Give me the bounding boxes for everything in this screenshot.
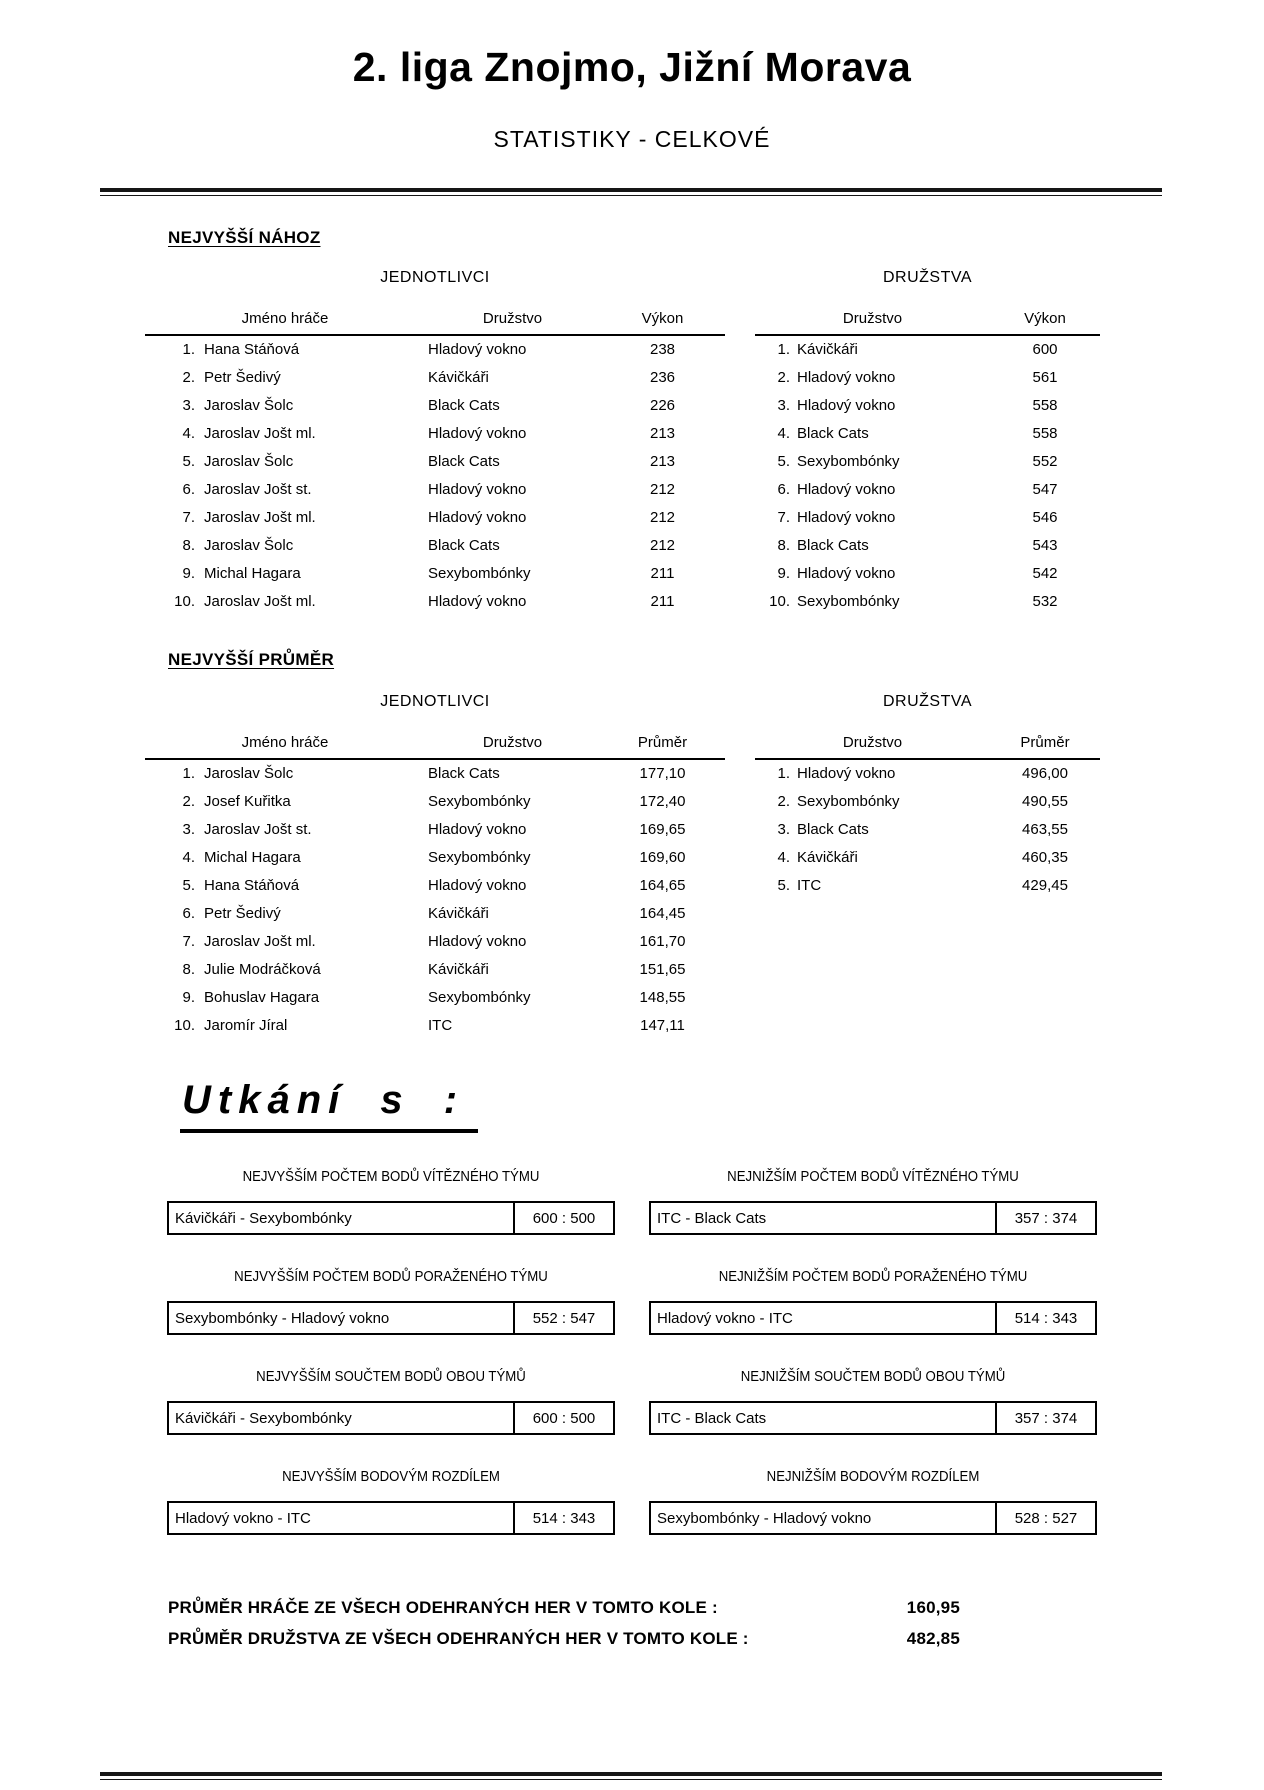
match-record — [167, 1260, 615, 1360]
match-category-label: NEJVYŠŠÍM BODOVÝM ROZDÍLEM — [282, 1468, 500, 1485]
column-header-team: Družstvo — [482, 734, 543, 751]
table-row — [755, 788, 1100, 816]
value-cell: 212 — [649, 537, 676, 554]
team-cell: Hladový vokno — [428, 481, 527, 498]
value-cell: 460,35 — [1022, 849, 1068, 866]
value-cell: 172,40 — [639, 793, 686, 810]
rank-cell: 8. — [777, 537, 790, 554]
column-header-team: Družstvo — [842, 310, 903, 327]
table-row — [755, 816, 1100, 844]
value-cell: 212 — [649, 481, 676, 498]
rank-cell: 5. — [182, 877, 195, 894]
team-cell: Hladový vokno — [428, 821, 527, 838]
table-row — [755, 420, 1100, 448]
value-cell: 164,65 — [639, 877, 686, 894]
match-category-label: NEJVYŠŠÍM POČTEM BODŮ VÍTĚZNÉHO TÝMU — [242, 1168, 540, 1185]
value-cell: 238 — [649, 341, 676, 358]
team-cell: ITC — [428, 1017, 453, 1034]
match-boxes-grid — [167, 1160, 1097, 1560]
team-cell: Black Cats — [428, 453, 500, 470]
value-cell: 226 — [649, 397, 676, 414]
column-header-value: Průměr — [1020, 734, 1070, 751]
rank-cell: 4. — [777, 849, 790, 866]
table-nahoz-teams — [755, 268, 1100, 616]
table-row — [755, 476, 1100, 504]
table-row — [145, 420, 725, 448]
column-header-team: Družstvo — [482, 310, 543, 327]
rank-cell: 2. — [182, 793, 195, 810]
table-row — [755, 532, 1100, 560]
player-name-cell: Bohuslav Hagara — [204, 989, 320, 1006]
team-cell: Kávičkáři — [428, 961, 489, 978]
section-heading-nejvyssi-prumer: NEJVYŠŠÍ PRŮMĚR — [168, 650, 335, 669]
rank-cell: 5. — [182, 453, 195, 470]
team-cell: Hladový vokno — [797, 765, 896, 782]
player-name-cell: Jaroslav Šolc — [204, 397, 294, 414]
summary-label: PRŮMĚR HRÁČE ZE VŠECH ODEHRANÝCH HER V TOMTO KOLE : — [168, 1598, 718, 1617]
summary-row — [168, 1623, 960, 1654]
column-header-name: Jméno hráče — [241, 310, 329, 327]
value-cell: 542 — [1032, 565, 1058, 582]
match-category-label: NEJNIŽŠÍM POČTEM BODŮ VÍTĚZNÉHO TÝMU — [727, 1168, 1019, 1185]
team-cell: Sexybombónky — [428, 989, 531, 1006]
table-title: JEDNOTLIVCI — [380, 269, 490, 286]
rank-cell: 7. — [182, 509, 195, 526]
match-teams: Sexybombónky - Hladový vokno — [657, 1509, 872, 1527]
team-cell: Hladový vokno — [428, 341, 527, 358]
value-cell: 490,55 — [1022, 793, 1068, 810]
rank-cell: 9. — [777, 565, 790, 582]
value-cell: 213 — [649, 425, 676, 442]
rank-cell: 2. — [182, 369, 195, 386]
match-box — [649, 1201, 1097, 1235]
match-teams: Sexybombónky - Hladový vokno — [175, 1309, 390, 1327]
value-cell: 552 — [1032, 453, 1058, 470]
rank-cell: 2. — [777, 793, 790, 810]
match-score: 600 : 500 — [513, 1203, 613, 1233]
player-name-cell: Michal Hagara — [204, 849, 301, 866]
table-row — [145, 532, 725, 560]
team-cell: Kávičkáři — [428, 369, 489, 386]
rank-cell: 8. — [182, 961, 195, 978]
rank-cell: 9. — [182, 565, 195, 582]
table-prumer-teams — [755, 692, 1100, 900]
team-cell: Hladový vokno — [428, 933, 527, 950]
rank-cell: 7. — [182, 933, 195, 950]
rank-cell: 6. — [777, 481, 790, 498]
value-cell: 169,65 — [639, 821, 686, 838]
value-cell: 164,45 — [639, 905, 686, 922]
table-title: DRUŽSTVA — [882, 269, 973, 286]
match-box — [167, 1401, 615, 1435]
value-cell: 561 — [1032, 369, 1058, 386]
value-cell: 151,65 — [639, 961, 686, 978]
team-cell: Black Cats — [797, 425, 869, 442]
table-row — [755, 588, 1100, 616]
player-name-cell: Petr Šedivý — [204, 369, 281, 386]
value-cell: 169,60 — [639, 849, 686, 866]
rank-cell: 6. — [182, 481, 195, 498]
player-name-cell: Jaroslav Šolc — [204, 537, 294, 554]
table-row — [145, 816, 725, 844]
match-category-label: NEJVYŠŠÍM SOUČTEM BODŮ OBOU TÝMŮ — [256, 1368, 526, 1385]
player-name-cell: Jaroslav Jošt ml. — [204, 593, 316, 610]
header-divider — [100, 188, 1162, 196]
team-cell: Hladový vokno — [797, 481, 896, 498]
summary-value: 482,85 — [906, 1629, 960, 1648]
table-title: DRUŽSTVA — [882, 693, 973, 710]
value-cell: 463,55 — [1022, 821, 1068, 838]
team-cell: Black Cats — [797, 821, 869, 838]
rank-cell: 3. — [182, 821, 195, 838]
match-record — [649, 1260, 1097, 1360]
table-row — [145, 760, 725, 788]
value-cell: 211 — [650, 593, 675, 610]
player-name-cell: Jaroslav Jošt ml. — [204, 509, 316, 526]
value-cell: 547 — [1032, 481, 1058, 498]
value-cell: 429,45 — [1022, 877, 1068, 894]
value-cell: 532 — [1032, 593, 1058, 610]
team-cell: Hladový vokno — [428, 425, 527, 442]
team-cell: Hladový vokno — [428, 509, 527, 526]
team-cell: ITC — [797, 877, 822, 894]
rank-cell: 1. — [777, 341, 790, 358]
table-row — [755, 392, 1100, 420]
team-cell: Black Cats — [428, 537, 500, 554]
match-box — [167, 1201, 615, 1235]
match-record — [167, 1360, 615, 1460]
table-row — [755, 844, 1100, 872]
rank-cell: 10. — [769, 593, 790, 610]
player-name-cell: Jaroslav Jošt ml. — [204, 425, 316, 442]
match-teams: ITC - Black Cats — [657, 1409, 767, 1427]
rank-cell: 2. — [777, 369, 790, 386]
rank-cell: 7. — [777, 509, 790, 526]
summary-label: PRŮMĚR DRUŽSTVA ZE VŠECH ODEHRANÝCH HER V TOMTO KOLE : — [168, 1629, 749, 1648]
table-row — [145, 364, 725, 392]
rank-cell: 8. — [182, 537, 195, 554]
player-name-cell: Jaroslav Šolc — [204, 453, 294, 470]
player-name-cell: Michal Hagara — [204, 565, 301, 582]
table-row — [145, 392, 725, 420]
match-score: 514 : 343 — [513, 1503, 613, 1533]
match-record — [167, 1160, 615, 1260]
rank-cell: 5. — [777, 453, 790, 470]
value-cell: 236 — [649, 369, 676, 386]
player-name-cell: Julie Modráčková — [204, 961, 321, 978]
section-heading-utkani: Utkání s : — [180, 1078, 478, 1133]
value-cell: 177,10 — [639, 765, 686, 782]
table-nahoz-individuals — [145, 268, 725, 616]
match-category-label: NEJNIŽŠÍM POČTEM BODŮ PORAŽENÉHO TÝMU — [718, 1268, 1028, 1285]
value-cell: 161,70 — [639, 933, 686, 950]
rank-cell: 9. — [182, 989, 195, 1006]
value-cell: 212 — [649, 509, 676, 526]
column-header-value: Výkon — [641, 310, 684, 327]
table-row — [755, 560, 1100, 588]
table-row — [755, 760, 1100, 788]
table-row — [145, 448, 725, 476]
match-box — [649, 1401, 1097, 1435]
rank-cell: 1. — [182, 341, 195, 358]
match-box — [649, 1301, 1097, 1335]
table-row — [145, 900, 725, 928]
team-cell: Hladový vokno — [428, 877, 527, 894]
match-box — [167, 1301, 615, 1335]
table-row — [145, 872, 725, 900]
team-cell: Sexybombónky — [797, 793, 900, 810]
value-cell: 546 — [1032, 509, 1058, 526]
match-score: 357 : 374 — [995, 1203, 1095, 1233]
team-cell: Sexybombónky — [797, 453, 900, 470]
team-cell: Sexybombónky — [428, 565, 531, 582]
rank-cell: 4. — [777, 425, 790, 442]
team-cell: Kávičkáři — [428, 905, 489, 922]
table-row — [145, 476, 725, 504]
match-record — [649, 1360, 1097, 1460]
footer-divider — [100, 1772, 1162, 1780]
table-row — [145, 984, 725, 1012]
table-row — [755, 448, 1100, 476]
value-cell: 211 — [650, 565, 675, 582]
rank-cell: 10. — [174, 593, 195, 610]
team-cell: Black Cats — [428, 397, 500, 414]
rank-cell: 5. — [777, 877, 790, 894]
table-row — [755, 504, 1100, 532]
rank-cell: 10. — [174, 1017, 195, 1034]
rank-cell: 1. — [777, 765, 790, 782]
match-score: 552 : 547 — [513, 1303, 613, 1333]
rank-cell: 6. — [182, 905, 195, 922]
value-cell: 148,55 — [639, 989, 686, 1006]
table-row — [755, 336, 1100, 364]
table-row — [145, 560, 725, 588]
team-cell: Hladový vokno — [797, 509, 896, 526]
value-cell: 558 — [1032, 397, 1058, 414]
table-row — [145, 956, 725, 984]
rank-cell: 3. — [182, 397, 195, 414]
summary-block — [168, 1592, 960, 1654]
match-teams: Hladový vokno - ITC — [657, 1309, 793, 1327]
table-row — [145, 504, 725, 532]
match-score: 357 : 374 — [995, 1403, 1095, 1433]
table-row — [755, 364, 1100, 392]
team-cell: Sexybombónky — [428, 849, 531, 866]
match-teams: Hladový vokno - ITC — [175, 1509, 311, 1527]
match-category-label: NEJVYŠŠÍM POČTEM BODŮ PORAŽENÉHO TÝMU — [234, 1268, 548, 1285]
value-cell: 543 — [1032, 537, 1058, 554]
team-cell: Hladový vokno — [797, 397, 896, 414]
column-header-name: Jméno hráče — [241, 734, 329, 751]
match-teams: Kávičkáři - Sexybombónky — [175, 1209, 352, 1227]
rank-cell: 4. — [182, 849, 195, 866]
match-record — [649, 1160, 1097, 1260]
player-name-cell: Jaroslav Jošt st. — [204, 481, 312, 498]
player-name-cell: Petr Šedivý — [204, 905, 281, 922]
value-cell: 600 — [1032, 341, 1058, 358]
match-teams: Kávičkáři - Sexybombónky — [175, 1409, 352, 1427]
player-name-cell: Jaromír Jíral — [204, 1017, 288, 1034]
team-cell: Sexybombónky — [428, 793, 531, 810]
table-title: JEDNOTLIVCI — [380, 693, 490, 710]
team-cell: Kávičkáři — [797, 849, 858, 866]
rank-cell: 3. — [777, 821, 790, 838]
match-score: 600 : 500 — [513, 1403, 613, 1433]
table-row — [145, 1012, 725, 1040]
table-prumer-individuals — [145, 692, 725, 1040]
value-cell: 147,11 — [640, 1017, 685, 1034]
table-row — [145, 928, 725, 956]
table-row — [145, 788, 725, 816]
match-teams: ITC - Black Cats — [657, 1209, 767, 1227]
match-category-label: NEJNIŽŠÍM SOUČTEM BODŮ OBOU TÝMŮ — [740, 1368, 1006, 1385]
summary-value: 160,95 — [906, 1598, 960, 1617]
match-record — [649, 1460, 1097, 1560]
value-cell: 558 — [1032, 425, 1058, 442]
match-category-label: NEJNIŽŠÍM BODOVÝM ROZDÍLEM — [766, 1468, 980, 1485]
page-title: 2. liga Znojmo, Jižní Morava — [352, 44, 912, 90]
player-name-cell: Josef Kuřitka — [204, 793, 291, 810]
rank-cell: 4. — [182, 425, 195, 442]
value-cell: 213 — [649, 453, 676, 470]
table-header — [145, 734, 725, 760]
table-row — [145, 336, 725, 364]
player-name-cell: Hana Stáňová — [204, 341, 300, 358]
team-cell: Black Cats — [797, 537, 869, 554]
value-cell: 496,00 — [1022, 765, 1068, 782]
match-score: 514 : 343 — [995, 1303, 1095, 1333]
match-box — [649, 1501, 1097, 1535]
page-subtitle: STATISTIKY - CELKOVÉ — [493, 126, 771, 152]
table-header — [755, 310, 1100, 336]
table-row — [145, 844, 725, 872]
player-name-cell: Jaroslav Jošt st. — [204, 821, 312, 838]
match-score: 528 : 527 — [995, 1503, 1095, 1533]
table-header — [145, 310, 725, 336]
team-cell: Black Cats — [428, 765, 500, 782]
column-header-team: Družstvo — [842, 734, 903, 751]
player-name-cell: Hana Stáňová — [204, 877, 300, 894]
rank-cell: 3. — [777, 397, 790, 414]
table-row — [145, 588, 725, 616]
player-name-cell: Jaroslav Šolc — [204, 765, 294, 782]
team-cell: Hladový vokno — [797, 369, 896, 386]
table-row — [755, 872, 1100, 900]
team-cell: Kávičkáři — [797, 341, 858, 358]
table-header — [755, 734, 1100, 760]
rank-cell: 1. — [182, 765, 195, 782]
player-name-cell: Jaroslav Jošt ml. — [204, 933, 316, 950]
team-cell: Sexybombónky — [797, 593, 900, 610]
match-box — [167, 1501, 615, 1535]
team-cell: Hladový vokno — [797, 565, 896, 582]
team-cell: Hladový vokno — [428, 593, 527, 610]
section-heading-nejvyssi-nahoz: NEJVYŠŠÍ NÁHOZ — [168, 228, 321, 247]
column-header-value: Průměr — [637, 734, 688, 751]
match-record — [167, 1460, 615, 1560]
column-header-value: Výkon — [1024, 310, 1066, 327]
summary-row — [168, 1592, 960, 1623]
